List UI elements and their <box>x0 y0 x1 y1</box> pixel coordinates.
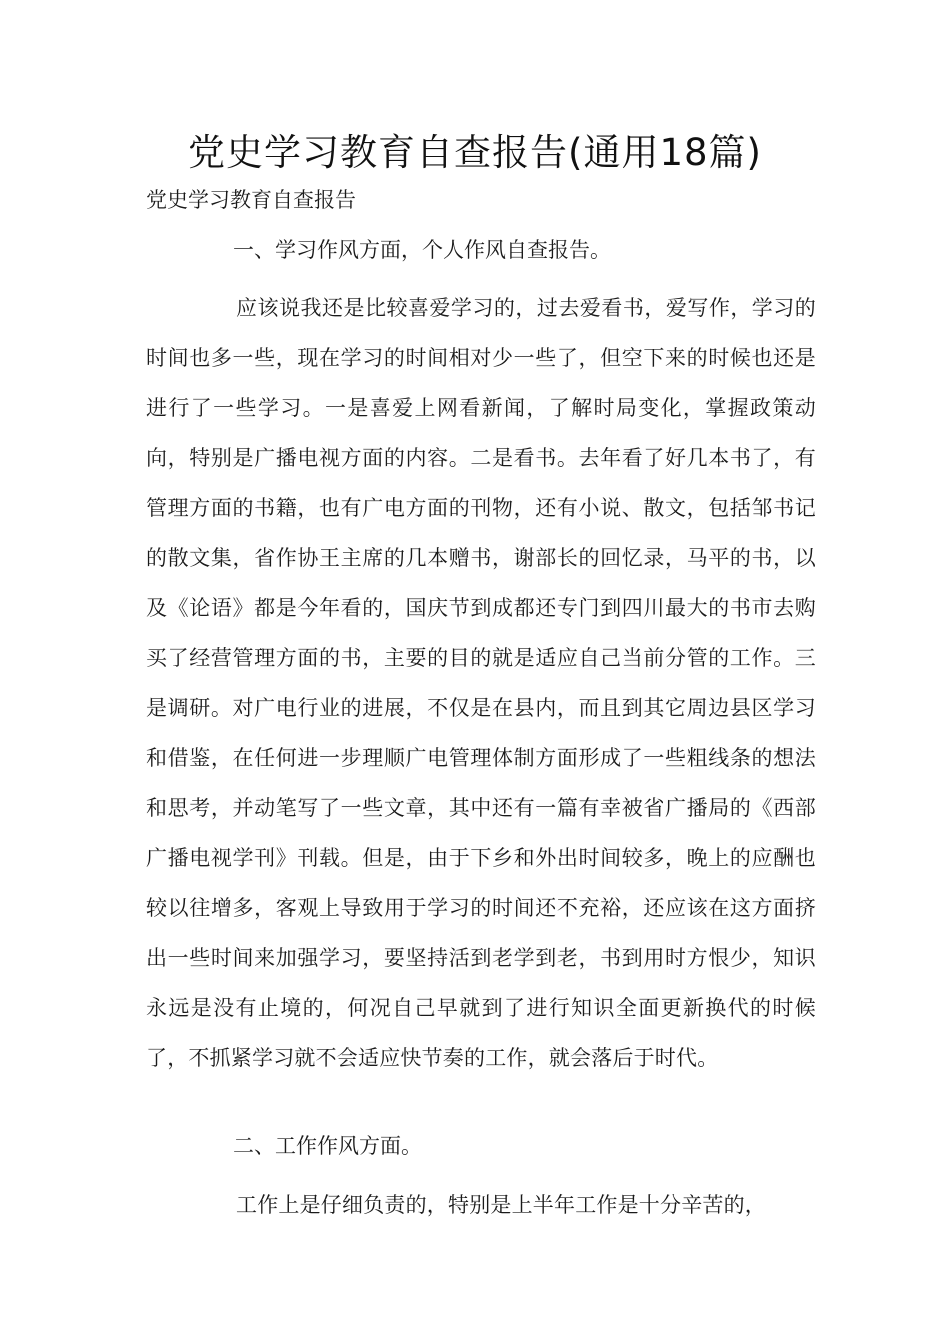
section-1-body: 应该说我还是比较喜爱学习的，过去爱看书，爱写作，学习的时间也多一些，现在学习的时间相对少一些了，但空下来的时候也还是进行了一些学习。一是喜爱上网看新闻，了解时局变化，掌握政策动向，特别是广播电视方面的内容。二是看书。去年看了好几本书了，有管理方面的书籍，也有广电方面的刊物，还有小说、散文，包括邹书记的散文集，省作协王主席的几本赠书，谢部长的回忆录，马平的书，以及《论语》都是今年看的，国庆节到成都还专门到四川最大的书市去购买了经营管理方面的书，主要的目的就是适应自己当前分管的工作。三是调研。对广电行业的进展，不仅是在县内，而且到其它周边县区学习和借鉴，在任何进一步理顺广电管理体制方面形成了一些粗线条的想法和思考，并动笔写了一些文章，其中还有一篇有幸被省广播局的《西部广播电视学刊》刊载。但是，由于下乡和外出时间较多，晚上的应酬也较以往增多，客观上导致用于学习的时间还不充裕，还应该在这方面挤出一些时间来加强学习，要坚持活到老学到老，书到用时方恨少，知识永远是没有止境的，何况自己早就到了进行知识全面更新换代的时候了，不抓紧学习就不会适应快节奏的工作，就会落后于时代。 <box>146 296 816 1070</box>
section-2-body: 工作上是仔细负责的，特别是上半年工作是十分辛苦的， <box>236 1193 766 1217</box>
section-2-heading: 二、工作作风方面。 <box>233 1134 422 1158</box>
document-title: 党史学习教育自查报告(通用18篇) <box>188 131 762 174</box>
document-subtitle: 党史学习教育自查报告 <box>146 188 356 212</box>
section-1-heading: 一、学习作风方面，个人作风自查报告。 <box>233 238 611 262</box>
